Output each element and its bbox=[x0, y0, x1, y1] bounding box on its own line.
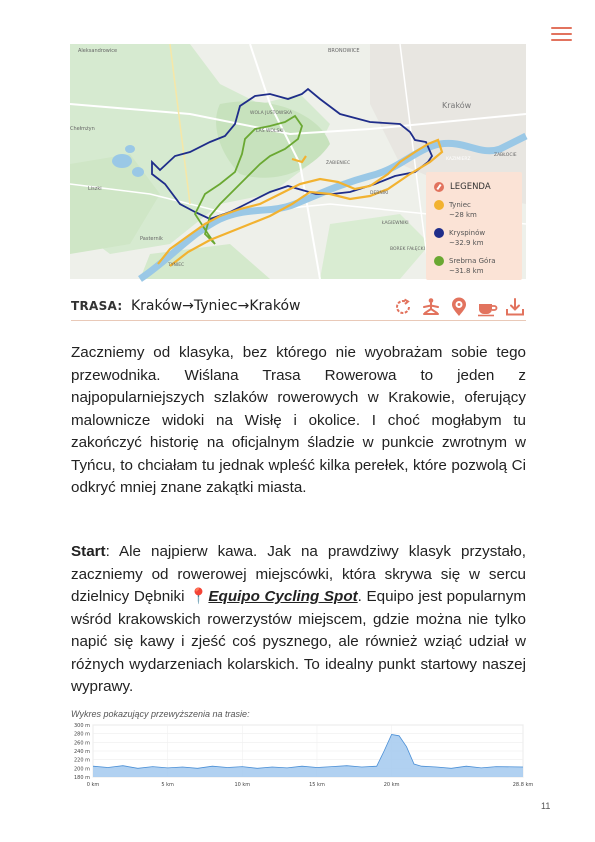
legend-route-name: Tyniec bbox=[449, 201, 471, 209]
legend-route-distance: ~31.8 km bbox=[449, 267, 484, 275]
equipo-cycling-spot-link[interactable]: Equipo Cycling Spot bbox=[208, 588, 358, 605]
coffee-cup-icon[interactable] bbox=[476, 296, 498, 318]
x-tick-label: 15 km bbox=[309, 782, 325, 788]
map-legend bbox=[426, 172, 522, 280]
route-icons bbox=[386, 296, 526, 318]
yoga-icon[interactable] bbox=[420, 296, 442, 318]
svg-text:Pasternik: Pasternik bbox=[140, 236, 163, 242]
intro-paragraph: Zaczniemy od klasyka, bez którego nie wyobrażam sobie tego przewodnika. Wiślana Trasa Rowerowa to jeden z najpopularniejszych szlaków rowerowych w Krakowie, oferujący malownicze widoki na Wisłę i okolice. I choć mogłabym tu zakończyć historię na oficjalnym śladzie w punkcie zwrotnym w Tyńcu, to chciałam tu jednak wpleść kilka perełek, które pozwolą Ci odkryć mniej znane zakątki miasta. bbox=[71, 344, 526, 496]
svg-text:BRONOWICE: BRONOWICE bbox=[328, 48, 360, 54]
svg-text:LAS WOLSKI: LAS WOLSKI bbox=[256, 129, 284, 134]
y-tick-label: 180 m bbox=[73, 775, 90, 781]
svg-text:WOLA JUSTOWSKA: WOLA JUSTOWSKA bbox=[250, 111, 293, 116]
start-text-b: . Equipo jest popularnym wśród krakowskich rowerzystów miejscem, gdzie można nie tylko napić się kawy i zjeść coś pysznego, ale również wziąć udział w różnych wydarzeniach kolarskich. To idealny punkt startowy naszej wyprawy. bbox=[71, 588, 526, 695]
svg-text:ZABŁOCIE: ZABŁOCIE bbox=[494, 153, 517, 158]
legend-dot bbox=[434, 228, 444, 238]
svg-text:ŻABIENIEC: ŻABIENIEC bbox=[326, 161, 351, 166]
start-paragraph bbox=[71, 541, 526, 699]
y-tick-label: 200 m bbox=[73, 766, 90, 773]
legend-title: LEGENDA bbox=[450, 182, 491, 192]
legend-route-distance: ~32.9 km bbox=[449, 239, 484, 247]
x-tick-label: 0 km bbox=[86, 782, 100, 788]
svg-text:KAZIMIERZ: KAZIMIERZ bbox=[446, 157, 471, 162]
svg-text:Aleksandrowice: Aleksandrowice bbox=[78, 48, 118, 54]
svg-text:DĘBNIKI: DĘBNIKI bbox=[370, 191, 389, 196]
start-text-a: : Ale najpierw kawa. Jak na prawdziwy klasyk przystało, zaczniemy od rowerowej miejscówki, która skrywa się w sercu dzielnicy Dębniki bbox=[71, 543, 526, 605]
hamburger-menu-icon[interactable] bbox=[551, 27, 572, 43]
svg-text:Liszki: Liszki bbox=[88, 186, 102, 192]
y-tick-label: 300 m bbox=[73, 723, 90, 729]
route-header bbox=[71, 296, 526, 321]
x-tick-label: 28.8 km bbox=[512, 782, 534, 788]
compass-icon bbox=[434, 182, 444, 192]
x-tick-label: 10 km bbox=[234, 782, 251, 788]
elevation-chart bbox=[71, 721, 534, 793]
legend-route-name: Kryspinów bbox=[449, 229, 486, 237]
y-tick-label: 240 m bbox=[73, 749, 90, 755]
download-icon[interactable] bbox=[504, 296, 526, 318]
legend-item-kryspinow[interactable] bbox=[426, 228, 522, 248]
route-map[interactable] bbox=[70, 44, 526, 279]
y-tick-label: 220 m bbox=[73, 757, 90, 764]
legend-dot bbox=[434, 256, 444, 266]
page-number: 11 bbox=[541, 801, 551, 811]
y-tick-label: 260 m bbox=[73, 740, 90, 747]
legend-route-name: Srebrna Góra bbox=[449, 257, 496, 265]
location-pin-emoji: 📍 bbox=[189, 588, 209, 605]
route-text: Kraków→Tyniec→Kraków bbox=[131, 298, 301, 314]
location-pin-icon[interactable] bbox=[448, 296, 470, 318]
svg-text:Chełmżyn: Chełmżyn bbox=[70, 126, 95, 132]
x-tick-label: 20 km bbox=[383, 782, 400, 788]
svg-text:TYNIEC: TYNIEC bbox=[168, 263, 185, 268]
y-tick-label: 280 m bbox=[73, 731, 90, 738]
start-label: Start bbox=[71, 543, 106, 560]
legend-dot bbox=[434, 200, 444, 210]
elevation-chart-caption: Wykres pokazujący przewyższenia na trasie: bbox=[71, 709, 250, 719]
svg-text:BOREK FAŁĘCKI: BOREK FAŁĘCKI bbox=[390, 247, 425, 252]
route-label: TRASA: bbox=[71, 299, 123, 313]
svg-text:Kraków: Kraków bbox=[442, 101, 472, 110]
legend-item-tyniec[interactable] bbox=[426, 200, 522, 220]
refresh-icon[interactable] bbox=[392, 296, 414, 318]
svg-text:ŁAGIEWNIKI: ŁAGIEWNIKI bbox=[382, 221, 409, 226]
legend-route-distance: ~28 km bbox=[449, 211, 477, 219]
x-tick-label: 5 km bbox=[161, 782, 174, 788]
legend-header bbox=[426, 172, 522, 192]
legend-item-srebrna-gora[interactable] bbox=[426, 256, 522, 276]
